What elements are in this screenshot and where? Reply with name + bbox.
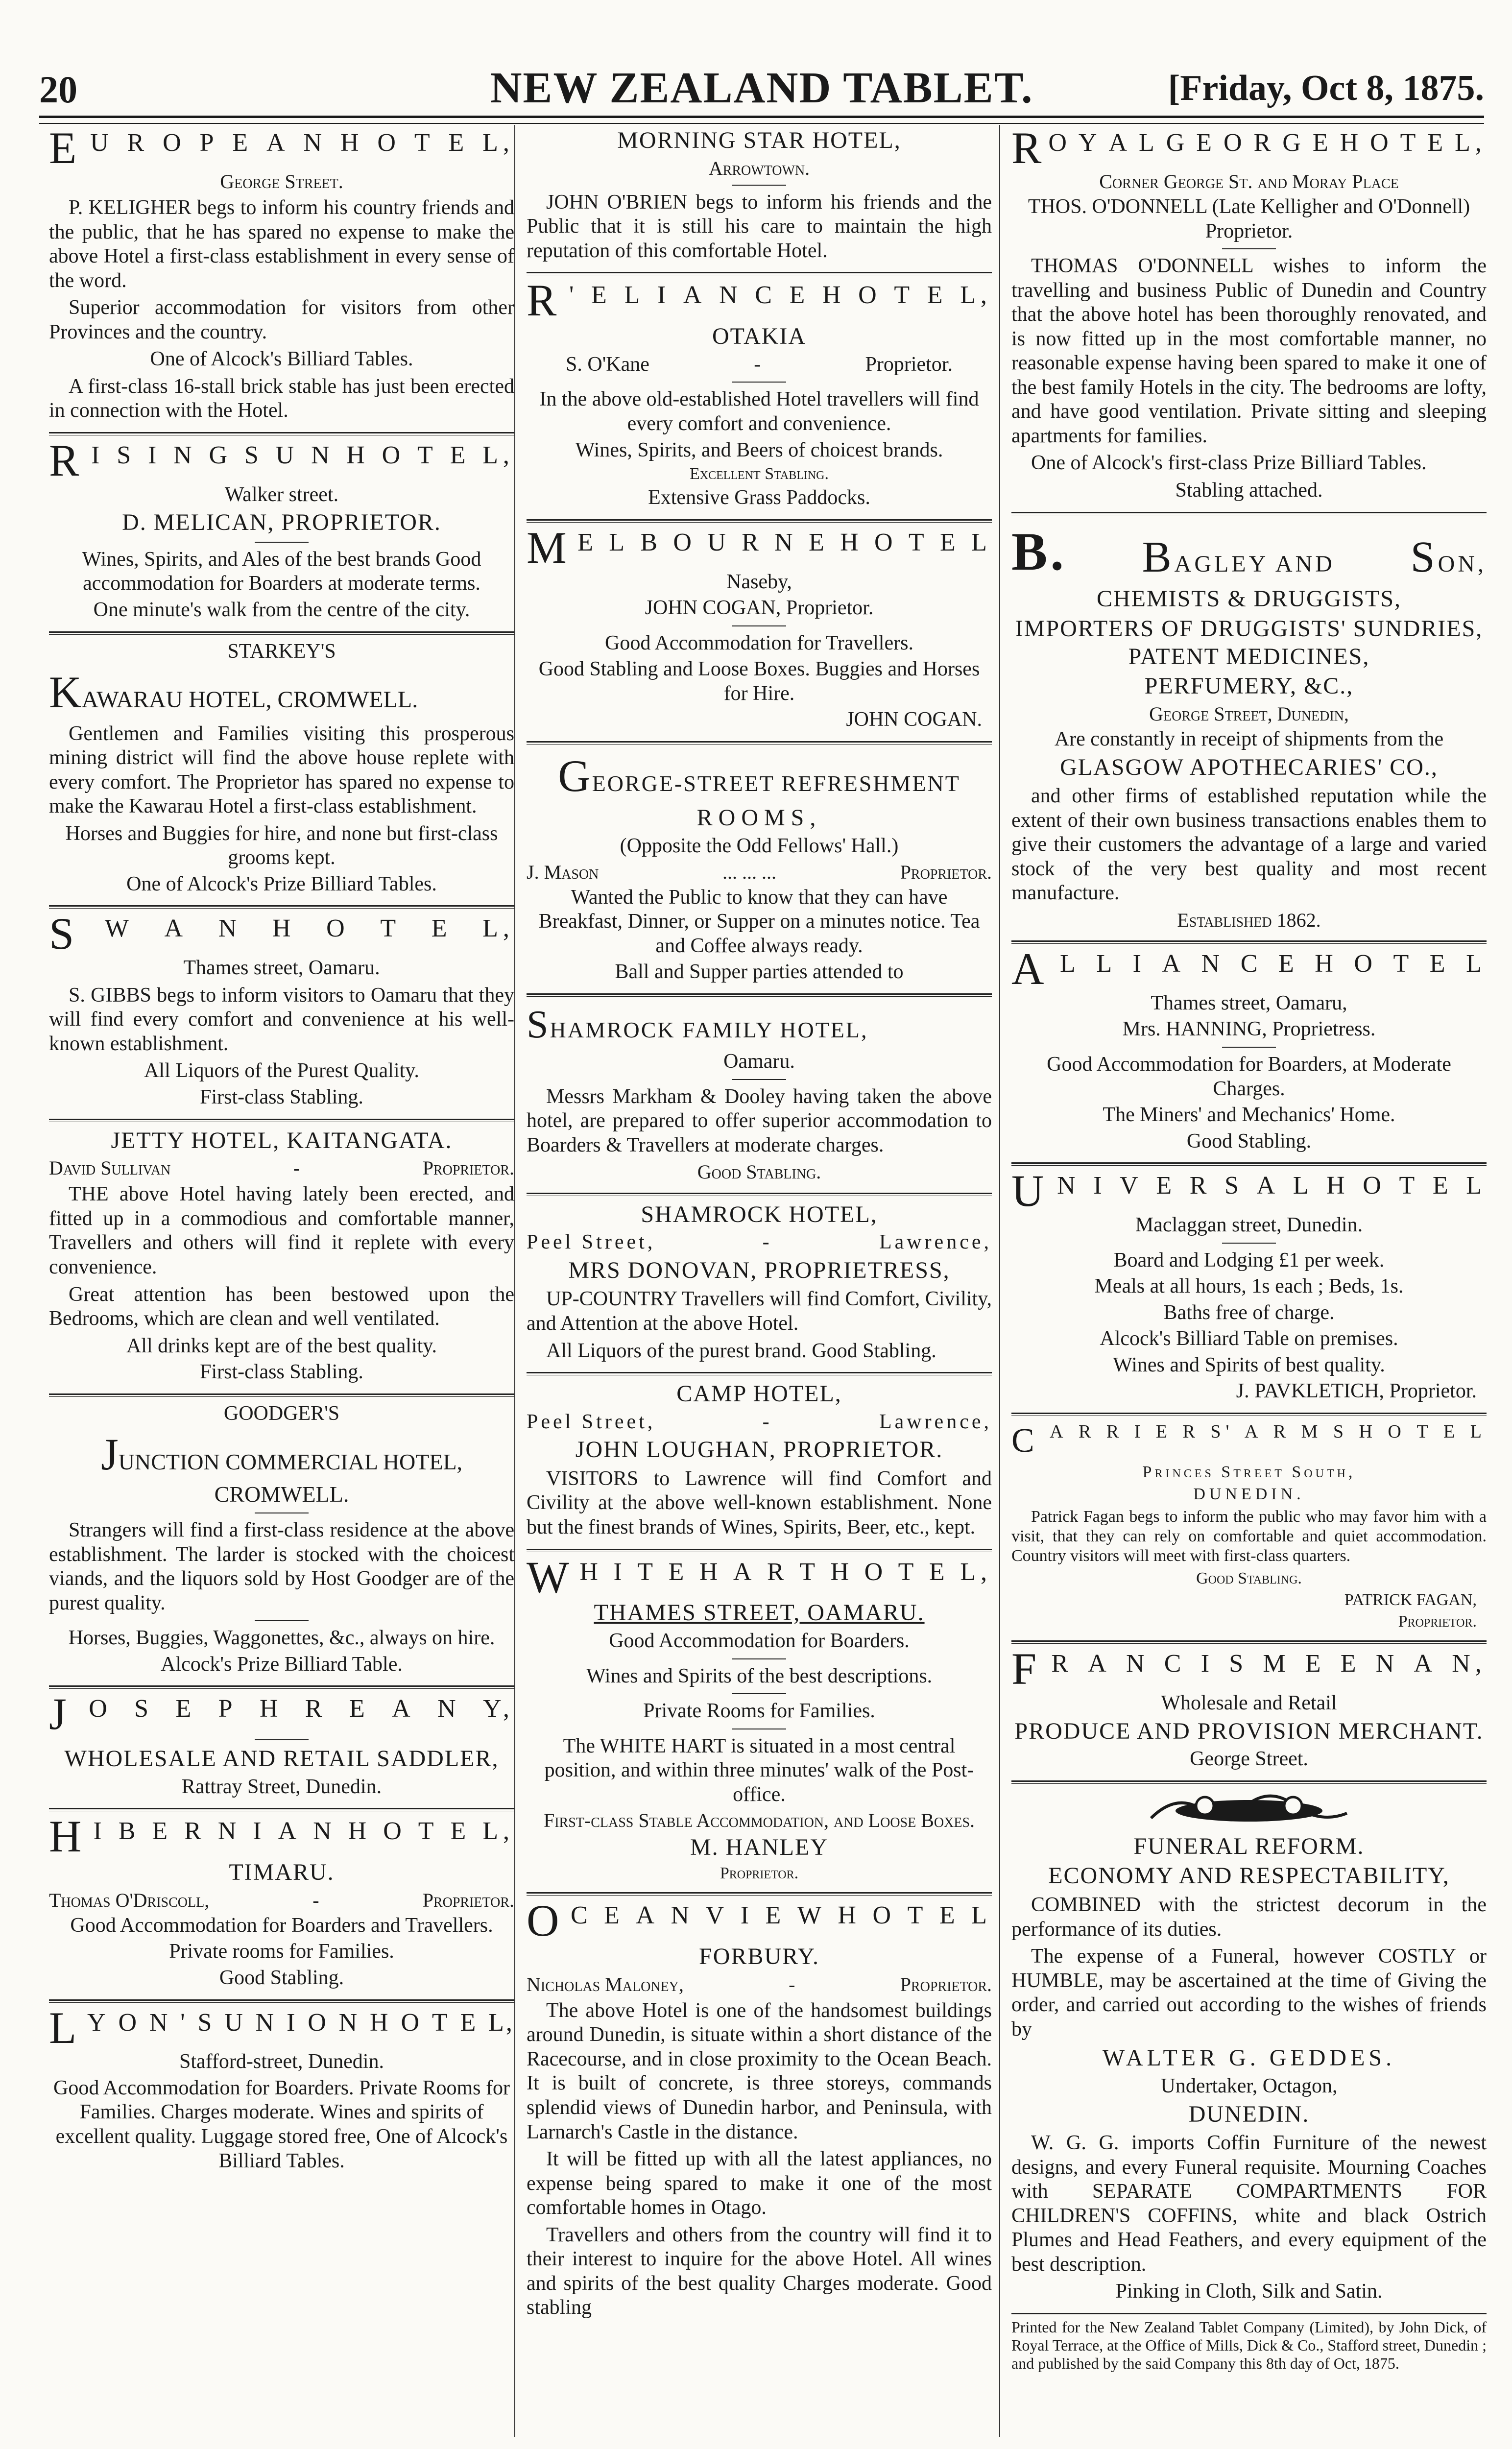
ad-morning-star-hotel: MORNING STAR HOTEL, Arrowtown. JOHN O'BRIEN begs to inform his friends and the Public that it is still his care to maintain the high reputation of this comfortable Hotel. [527, 127, 992, 262]
column-2 [527, 125, 992, 2329]
column-3 [1011, 125, 1487, 2372]
ad-heading: E U R O P E A N H O T E L, [49, 123, 514, 173]
ad-european-hotel: E U R O P E A N H O T E L, George Street. P. KELIGHER begs to inform his country friends and the public, that he has spared no expense to make the above Hotel a first-class establishment in every sense of the word. Superior accommodation for visitors from other Provinces and the country. One of Alcock's Billiard Tables. A first-class 16-stall brick stable has just been erected in connection with the Hotel. [49, 123, 514, 422]
divider [527, 519, 992, 523]
ad-heading: SHAMROCK FAMILY HOTEL, [527, 1003, 868, 1046]
masthead-rule [39, 116, 1484, 124]
column-rule [514, 125, 515, 2437]
ad-funeral-reform: FUNERAL REFORM. ECONOMY AND RESPECTABILITY, COMBINED with the strictest decorum in the performance of its duties. The expense of a Funeral, however COSTLY or HUMBLE, may be ascertained at the time of Giving the order, and carried out according to the wishes of friends by WALTER G. GEDDES. Undertaker, Octagon, DUNEDIN. W. G. G. imports Coffin Furniture of the newest designs, and every Funeral requisite. Mourning Coaches with SEPARATE COMPARTMENTS FOR CHILDREN'S COFFINS, white and black Ostrich Plumes and Head Feathers, and every equipment of the best description. Pinking in Cloth, Silk and Satin. [1011, 1789, 1487, 2304]
ad-heading: R O Y A L G E O R G E H O T E L, [1011, 123, 1487, 173]
printer-imprint: Printed for the New Zealand Tablet Company (Limited), by John Dick, of Royal Terrace, at the Office of Mills, Dick & Co., Stafford street, Dunedin ; and published by the said Company this 8th day of Oct, 1875. [1011, 2313, 1487, 2372]
ad-heading: S W A N H O T E L, [49, 909, 514, 959]
ad-jetty-hotel: JETTY HOTEL, KAITANGATA. David Sullivan - Proprietor. THE above Hotel having lately been erected, and fitted up in a commodious and comfortable manner, Travellers and others will find it replete with every convenience. Great attention has been bestowed upon the Bedrooms, which are clean and well ventilated. All drinks kept are of the best quality. First-class Stabling. [49, 1127, 514, 1384]
page-number: 20 [39, 68, 77, 111]
ad-heading: O C E A N V I E W H O T E L [527, 1896, 992, 1946]
column-rule [999, 125, 1000, 2437]
divider [49, 1119, 514, 1122]
divider [527, 1193, 992, 1196]
ad-alliance-hotel: A L L I A N C E H O T E L Thames street, Oamaru, Mrs. HANNING, Proprietress. Good Accommodation for Boarders, at Moderate Charges. The Miners' and Mechanics' Home. Good Stabling. [1011, 944, 1487, 1152]
ad-heading: GEORGE-STREET REFRESHMENT [558, 750, 960, 801]
ad-shamrock-family-hotel: SHAMROCK FAMILY HOTEL, Oamaru. Messrs Markham & Dooley having taken the above hotel, are prepared to offer superior accommodation to Boarders & Travellers at moderate charges. Good Stabling. [527, 1002, 992, 1184]
ad-heading: JUNCTION COMMERCIAL HOTEL, CROMWELL. [100, 1429, 463, 1507]
ad-bagley-and-son: B. BAGLEY AND SON, CHEMISTS & DRUGGISTS, IMPORTERS OF DRUGGISTS' SUNDRIES, PATENT MEDICINES, PERFUMERY, &C., George Street, Dunedin, Are constantly in receipt of shipments from the GLASGOW APOTHECARIES' CO., and other firms of established reputation while the extent of their own business transactions enables them to give their customers the advantage of a large and varied stock of the very best quality and most recent manufacture. Established 1862. [1011, 520, 1487, 932]
ad-heading: W H I T E H A R T H O T E L, [527, 1552, 992, 1602]
masthead [39, 58, 1484, 112]
divider [527, 1892, 992, 1896]
ad-ocean-view-hotel: O C E A N V I E W H O T E L FORBURY. Nicholas Maloney, - Proprietor. The above Hotel is one of the handsomest buildings around Dunedin, is situate within a short distance of the Racecourse, and in close proximity to the Ocean Beach. It is built of concrete, is three storeys, commands splendid views of Dunedin harbor, and Peninsula, with Larnarch's Castle in the distance. It will be fitted up with all the latest appliances, no expense being spared to make it one of the most comfortable homes in Otago. Travellers and others from the country will find it to their interest to inquire for the above Hotel. All wines and spirits of the best quality Charges moderate. Good stabling [527, 1896, 992, 2319]
divider [1011, 1413, 1487, 1416]
hearse-emblem-icon [1146, 1789, 1352, 1828]
divider [49, 1999, 514, 2003]
divider [49, 631, 514, 635]
divider [527, 1549, 992, 1552]
divider [1011, 1162, 1487, 1166]
ad-rising-sun-hotel: R I S I N G S U N H O T E L, Walker street. D. MELICAN, PROPRIETOR. Wines, Spirits, and Ales of the best brands Good accommodation for Boarders at moderate terms. One minute's walk from the centre of the city. [49, 435, 514, 621]
ad-heading: L Y O N ' S U N I O N H O T E L, [49, 2002, 514, 2053]
divider [49, 1685, 514, 1689]
ad-heading: C A R R I E R S' A R M S H O T E L [1011, 1421, 1487, 1460]
ad-george-street-refreshment-rooms: GEORGE-STREET REFRESHMENT ROOMS, (Opposite the Odd Fellows' Hall.) J. Mason ... ... ... Proprietor. Wanted the Public to know that they can have Breakfast, Dinner, or Supper on a minutes notice. Tea and Coffee always ready. Ball and Supper parties attended to [527, 749, 992, 984]
ad-kawarau-hotel: STARKEY'S KAWARAU HOTEL, CROMWELL. Gentlemen and Families visiting this prosperous mining district will find the above house replete with every comfort. The Proprietor has spared no expense to make the Kawarau Hotel a first-class establishment. Horses and Buggies for hire, and none but first-class grooms kept. One of Alcock's Prize Billiard Tables. [49, 640, 514, 895]
ad-heading: A L L I A N C E H O T E L [1011, 944, 1487, 994]
ad-heading: R ' E L I A N C E H O T E L, [527, 275, 992, 326]
ad-shamrock-hotel-lawrence: SHAMROCK HOTEL, Peel Street, - Lawrence, MRS DONOVAN, PROPRIETRESS, UP-COUNTRY Travellers will find Comfort, Civility, and Attention at the above Hotel. All Liquors of the purest brand. Good Stabling. [527, 1201, 992, 1362]
column-1 [49, 125, 514, 2182]
ad-swan-hotel: S W A N H O T E L, Thames street, Oamaru. S. GIBBS begs to inform visitors to Oamaru that they will find every comfort and convenience at his well-known establishment. All Liquors of the Purest Quality. First-class Stabling. [49, 909, 514, 1108]
divider [1011, 940, 1487, 944]
ad-joseph-reany: J O S E P H R E A N Y, WHOLESALE AND RETAIL SADDLER, Rattray Street, Dunedin. [49, 1689, 514, 1798]
ad-reliance-hotel: R ' E L I A N C E H O T E L, OTAKIA S. O'Kane - Proprietor. In the above old-established Hotel travellers will find every comfort and convenience. Wines, Spirits, and Beers of choicest brands. Excellent Stabling. Extensive Grass Paddocks. [527, 275, 992, 509]
ad-lyons-union-hotel: L Y O N ' S U N I O N H O T E L, Stafford-street, Dunedin. Good Accommodation for Boarders. Private Rooms for Families. Charges moderate. Wines and spirits of excellent quality. Luggage stored free, One of Alcock's Billiard Tables. [49, 2002, 514, 2172]
ad-hibernian-hotel: H I B E R N I A N H O T E L, TIMARU. Thomas O'Driscoll, - Proprietor. Good Accommodation for Boarders and Travellers. Private rooms for Families. Good Stabling. [49, 1811, 514, 1990]
ad-universal-hotel: U N I V E R S A L H O T E L Maclaggan street, Dunedin. Board and Lodging £1 per week. Meals at all hours, 1s each ; Beds, 1s. Baths free of charge. Alcock's Billiard Table on premises. Wines and Spirits of best quality. J. PAVKLETICH, Proprietor. [1011, 1166, 1487, 1403]
ad-camp-hotel: CAMP HOTEL, Peel Street, - Lawrence, JOHN LOUGHAN, PROPRIETOR. VISITORS to Lawrence will find Comfort and Civility at the above well-known establishment. None but the finest brands of Wines, Spirits, Beer, etc., kept. [527, 1381, 992, 1538]
ad-heading: H I B E R N I A N H O T E L, [49, 1811, 514, 1862]
ad-heading: B. BAGLEY AND SON, [1011, 521, 1487, 582]
ad-carriers-arms-hotel: C A R R I E R S' A R M S H O T E L Princes Street South, DUNEDIN. Patrick Fagan begs to inform the public who may favor him with a visit, that they can rely on comfortable and quiet accommodation. Country visitors will meet with first-class quarters. Good Stabling. PATRICK FAGAN, Proprietor. [1011, 1421, 1487, 1631]
divider [49, 1808, 514, 1811]
ad-junction-hotel: GOODGER'S JUNCTION COMMERCIAL HOTEL, CROMWELL. Strangers will find a first-class residence at the above establishment. The larder is stocked with the choicest viands, and the liquors sold by Host Goodger are of the purest quality. Horses, Buggies, Waggonettes, &c., always on hire. Alcock's Prize Billiard Table. [49, 1402, 514, 1676]
divider [1011, 512, 1487, 515]
divider [49, 432, 514, 435]
divider [49, 905, 514, 909]
ad-white-hart-hotel: W H I T E H A R T H O T E L, THAMES STREET, OAMARU. Good Accommodation for Boarders. Wines and Spirits of the best descriptions. Private Rooms for Families. The WHITE HART is situated in a most central position, and within three minutes' walk of the Post-office. First-class Stable Accommodation, and Loose Boxes. M. HANLEY Proprietor. [527, 1552, 992, 1883]
ad-francis-meenan: F R A N C I S M E E N A N, Wholesale and Retail PRODUCE AND PROVISION MERCHANT. George Street. [1011, 1644, 1487, 1771]
divider [527, 993, 992, 997]
divider [527, 1372, 992, 1375]
ad-heading: R I S I N G S U N H O T E L, [49, 435, 514, 485]
ad-heading: U N I V E R S A L H O T E L [1011, 1166, 1487, 1216]
ad-heading: J O S E P H R E A N Y, [49, 1689, 514, 1739]
ad-heading: F R A N C I S M E E N A N, [1011, 1644, 1487, 1694]
divider [527, 272, 992, 275]
divider [527, 741, 992, 744]
newspaper-title: NEW ZEALAND TABLET. [490, 64, 1033, 112]
issue-date: [Friday, Oct 8, 1875. [1168, 68, 1484, 108]
ad-melbourne-hotel: M E L B O U R N E H O T E L Naseby, JOHN COGAN, Proprietor. Good Accommodation for Travellers. Good Stabling and Loose Boxes. Buggies and Horses for Hire. JOHN COGAN. [527, 522, 992, 731]
ad-heading: KAWARAU HOTEL, CROMWELL. [49, 667, 418, 718]
ad-heading: M E L B O U R N E H O T E L [527, 522, 992, 573]
divider [1011, 1640, 1487, 1644]
ad-royal-george-hotel: R O Y A L G E O R G E H O T E L, Corner George St. and Moray Place THOS. O'DONNELL (Late Kelligher and O'Donnell) Proprietor. THOMAS O'DONNELL wishes to inform the travelling and business Public of Dunedin and Country that the above hotel has been thoroughly renovated, and is now fitted up in the most comfortable manner, no reasonable expense having been spared to make it one of the best family Hotels in the city. The bedrooms are lofty, and have good ventilation. Private sitting and sleeping apartments for families. One of Alcock's first-class Prize Billiard Tables. Stabling attached. [1011, 123, 1487, 502]
divider [49, 1393, 514, 1397]
divider [1011, 1780, 1487, 1784]
